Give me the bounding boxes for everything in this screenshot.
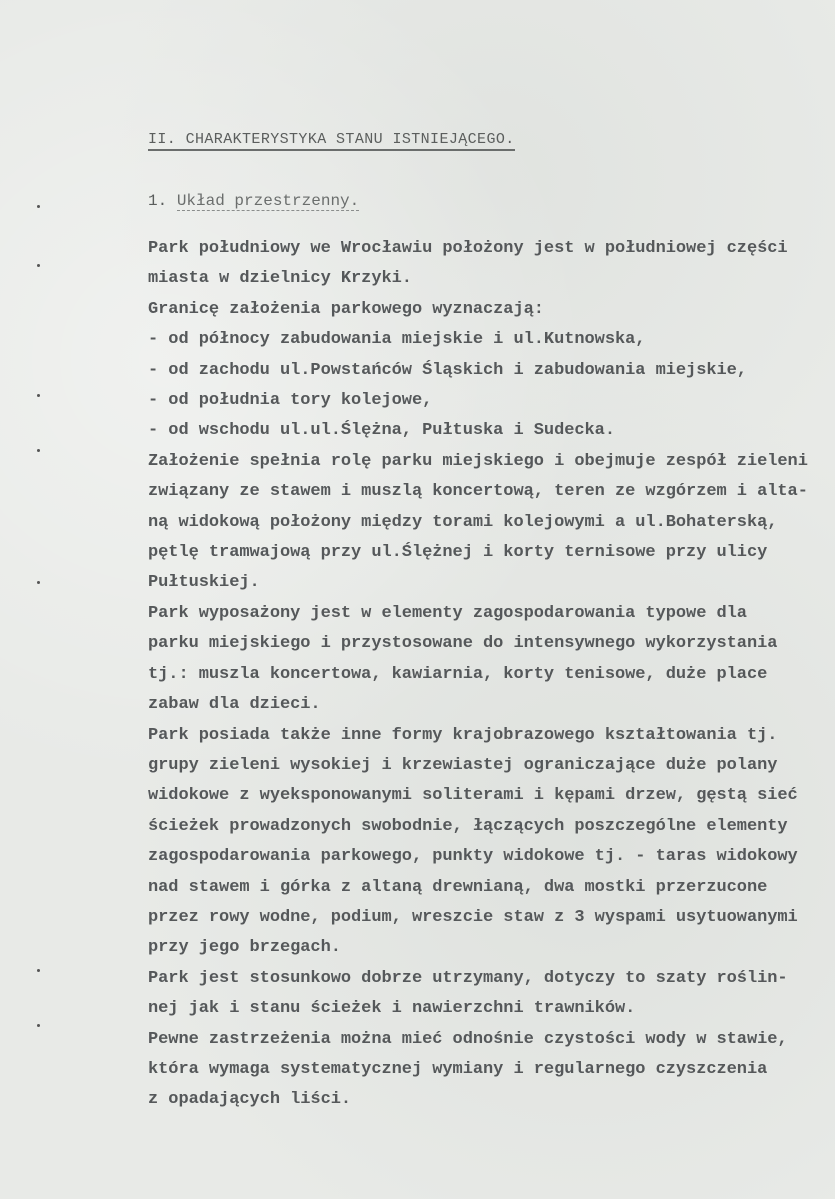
text-line: która wymaga systematycznej wymiany i regularnego czyszczenia: [148, 1059, 768, 1079]
text-line: Pułtuskiej.: [148, 573, 260, 593]
text-line: pętlę tramwajową przy ul.Ślężnej i korty ternisowe przy ulicy: [148, 543, 768, 563]
text-line: z opadających liści.: [148, 1090, 352, 1110]
margin-mark: [37, 449, 40, 452]
text-line: Pewne zastrzeżenia można mieć odnośnie czystości wody w stawie,: [148, 1029, 788, 1049]
text-line: Park wyposażony jest w elementy zagospodarowania typowe dla: [148, 603, 747, 623]
margin-mark: [37, 581, 40, 584]
text-line: grupy zieleni wysokiej i krzewiastej ograniczające duże polany: [148, 755, 778, 775]
text-line: tj.: muszla koncertowa, kawiarnia, korty tenisowe, duże place: [148, 664, 768, 684]
text-line: ścieżek prowadzonych swobodnie, łączących poszczególne elementy: [148, 816, 788, 836]
margin-mark: [37, 969, 40, 972]
text-line: widokowe z wyeksponowanymi soliterami i kępami drzew, gęstą sieć: [148, 786, 798, 806]
section-number: 1.: [148, 192, 168, 210]
text-line: nej jak i stanu ścieżek i nawierzchni trawników.: [148, 999, 636, 1019]
margin-mark: [37, 205, 40, 208]
margin-mark: [37, 1024, 40, 1027]
text-line: przy jego brzegach.: [148, 938, 341, 958]
text-line: nad stawem i górka z altaną drewnianą, dwa mostki przerzucone: [148, 877, 768, 897]
text-line: Park jest stosunkowo dobrze utrzymany, dotyczy to szaty roślin-: [148, 968, 788, 988]
margin-mark: [37, 264, 40, 267]
margin-mark: [37, 394, 40, 397]
text-line: Założenie spełnia rolę parku miejskiego i obejmuje zespół zieleni: [148, 451, 808, 471]
text-line: - od wschodu ul.ul.Ślężna, Pułtuska i Sudecka.: [148, 421, 615, 441]
text-line: Park posiada także inne formy krajobrazowego kształtowania tj.: [148, 725, 778, 745]
text-line: ną widokową położony między torami kolejowymi a ul.Bohaterską,: [148, 512, 778, 532]
text-line: parku miejskiego i przystosowane do intensywnego wykorzystania: [148, 634, 778, 654]
text-line: zabaw dla dzieci.: [148, 695, 321, 715]
text-line: - od północy zabudowania miejskie i ul.Kutnowska,: [148, 330, 646, 350]
text-line: związany ze stawem i muszlą koncertową, teren ze wzgórzem i alta-: [148, 482, 808, 502]
document-title: II. CHARAKTERYSTYKA STANU ISTNIEJĄCEGO.: [148, 131, 515, 151]
body-text: [148, 234, 808, 1116]
section-heading: [148, 192, 359, 210]
text-line: Park południowy we Wrocławiu położony jest w południowej części: [148, 239, 788, 258]
text-line: Granicę założenia parkowego wyznaczają:: [148, 299, 544, 319]
text-line: - od zachodu ul.Powstańców Śląskich i zabudowania miejskie,: [148, 360, 747, 380]
text-line: miasta w dzielnicy Krzyki.: [148, 269, 412, 289]
text-line: zagospodarowania parkowego, punkty widokowe tj. - taras widokowy: [148, 847, 798, 867]
text-line: przez rowy wodne, podium, wreszcie staw z 3 wyspami usytuowanymi: [148, 907, 798, 927]
section-heading-text: Układ przestrzenny.: [176, 192, 360, 210]
text-line: - od południa tory kolejowe,: [148, 391, 433, 411]
